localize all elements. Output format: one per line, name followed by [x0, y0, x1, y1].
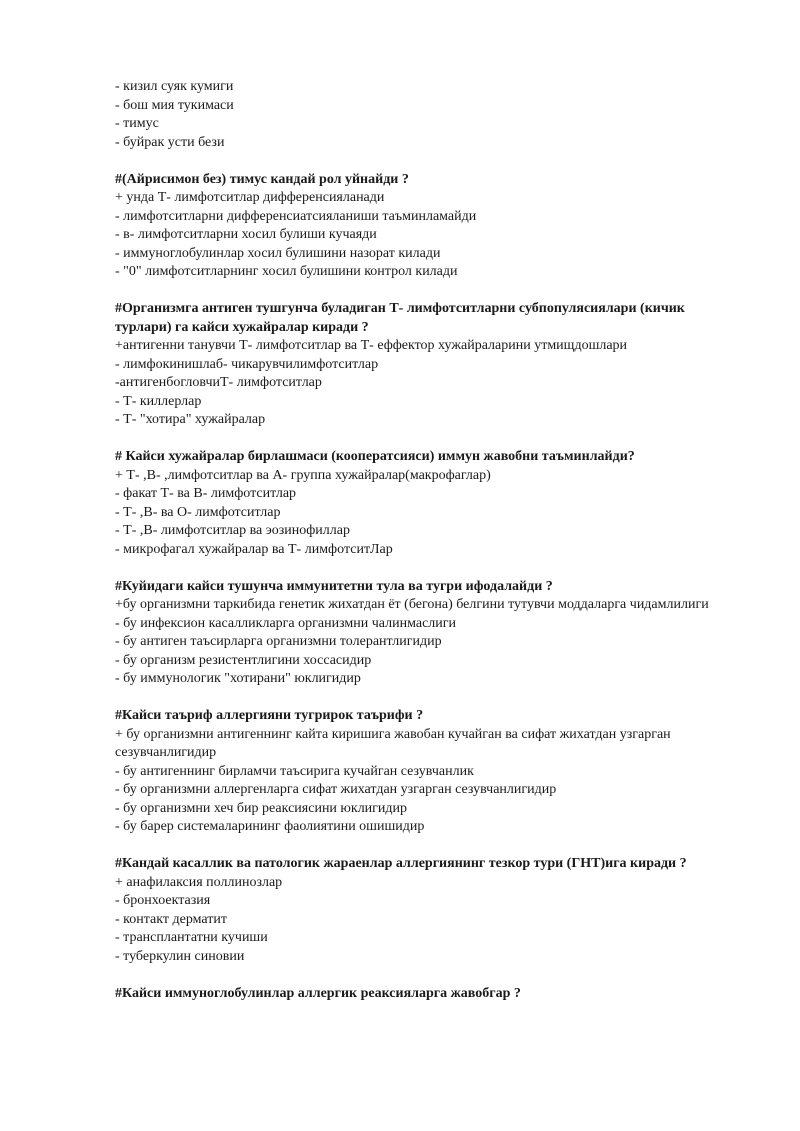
answer-option: - бу организмни аллергенларга сифат жихатдан узгарган сезувчанлигидир: [115, 782, 557, 797]
answer-option-correct: +бу организмни таркибида генетик жихатдан ёт (бегона) белгини тутувчи моддаларга чидамлилиги: [115, 597, 709, 612]
answer-option: - лимфотситларни дифференсиатсияланиши таъминламайди: [115, 208, 477, 224]
answer-option: -антигенбогловчиТ- лимфотситлар: [115, 375, 322, 390]
answer-option: - туберкулин синовии: [115, 948, 245, 964]
answer-list: [115, 726, 715, 837]
answer-option: - тимус: [115, 116, 159, 131]
answer-option-correct: + бу организмни антигеннинг кайта киришига жавобан кучайган ва сифат жихатдан узгарган сезувчанлигидир: [115, 726, 671, 760]
answer-option: - Т- киллерлар: [115, 393, 202, 409]
question-title: #Организмга антиген тушгунча буладиган Т- лимфотситларни субпопулясиялари (кичик турлари) га кайси хужайралар киради ?: [115, 301, 685, 335]
answer-option: - Т- ,В- лимфотситлар ва эозинофиллар: [115, 523, 350, 538]
answer-option: - бу барер системаларининг фаолиятини ошишидир: [115, 819, 425, 834]
answer-option: - бу иммунологик "хотирани" юклигидир: [115, 671, 361, 686]
answer-option: - факат Т- ва В- лимфотситлар: [115, 486, 297, 501]
answer-option: - контакт дерматит: [115, 911, 227, 927]
answer-list: [115, 78, 715, 152]
answer-option: - Т- "хотира" хужайралар: [115, 412, 266, 427]
answer-option-correct: +антигенни танувчи Т- лимфотситлар ва Т- еффектор хужайраларини утмищдошлари: [115, 338, 628, 353]
question-block: [115, 78, 715, 152]
answer-option: - иммуноглобулинлар хосил булишини назорат килади: [115, 245, 441, 261]
answer-list: [115, 596, 715, 689]
answer-option: - бронхоектазия: [115, 893, 211, 908]
question-block: [115, 171, 715, 282]
question-block: [115, 300, 715, 430]
answer-option: - трансплантатни кучиши: [115, 930, 268, 945]
answer-option: - микрофагал хужайралар ва Т- лимфотситЛар: [115, 541, 393, 557]
question-title: #(Айрисимон без) тимус кандай рол уйнайди ?: [115, 171, 409, 187]
question-title: #Кайси иммуноглобулинлар аллергик реаксияларга жавобгар ?: [115, 985, 521, 1001]
question-block: [115, 707, 715, 837]
answer-option: - бу антигеннинг бирламчи таъсирига кучайган сезувчанлик: [115, 763, 474, 779]
question-title: #Куйидаги кайси тушунча иммунитетни тула ва тугри ифодалайди ?: [115, 578, 553, 594]
question-title: # Кайси хужайралар бирлашмаси (кооператсияси) иммун жавобни таъминлайди?: [115, 449, 635, 464]
question-block: [115, 578, 715, 689]
answer-option: - лимфокинишлаб- чикарувчилимфотситлар: [115, 356, 379, 372]
answer-list: [115, 874, 715, 967]
answer-option: - бу организм резистентлигини хоссасидир: [115, 652, 372, 668]
answer-option: - буйрак усти бези: [115, 134, 225, 150]
question-block: [115, 855, 715, 966]
answer-option-correct: + Т- ,В- ,лимфотситлар ва А- группа хужайралар(макрофаглар): [115, 467, 491, 483]
question-block: [115, 985, 715, 1004]
answer-list: [115, 337, 715, 430]
question-title: #Кандай касаллик ва патологик жараенлар аллергиянинг тезкор тури (ГНТ)ига киради ?: [115, 856, 687, 871]
question-block: [115, 448, 715, 559]
question-title: #Кайси таъриф аллергияни тугрирок таърифи ?: [115, 708, 424, 723]
answer-option: - бу антиген таъсирларга организмни толерантлигидир: [115, 634, 442, 649]
answer-list: [115, 467, 715, 560]
answer-option: - в- лимфотситларни хосил булиши кучаяди: [115, 227, 377, 242]
answer-option: - бу организмни хеч бир реаксиясини юклигидир: [115, 800, 408, 816]
answer-option: - кизил суяк кумиги: [115, 79, 234, 94]
answer-option: - бош мия тукимаси: [115, 97, 234, 113]
answer-option: - Т- ,В- ва О- лимфотситлар: [115, 504, 281, 520]
answer-option-correct: + анафилаксия поллинозлар: [115, 874, 283, 890]
answer-option: - "0" лимфотситларнинг хосил булишини контрол килади: [115, 264, 458, 279]
answer-list: [115, 189, 715, 282]
document-content: [115, 78, 715, 1022]
answer-option: - бу инфексион касалликларга организмни чалинмаслиги: [115, 615, 456, 631]
answer-option-correct: + унда Т- лимфотситлар дифференсияланади: [115, 190, 385, 205]
